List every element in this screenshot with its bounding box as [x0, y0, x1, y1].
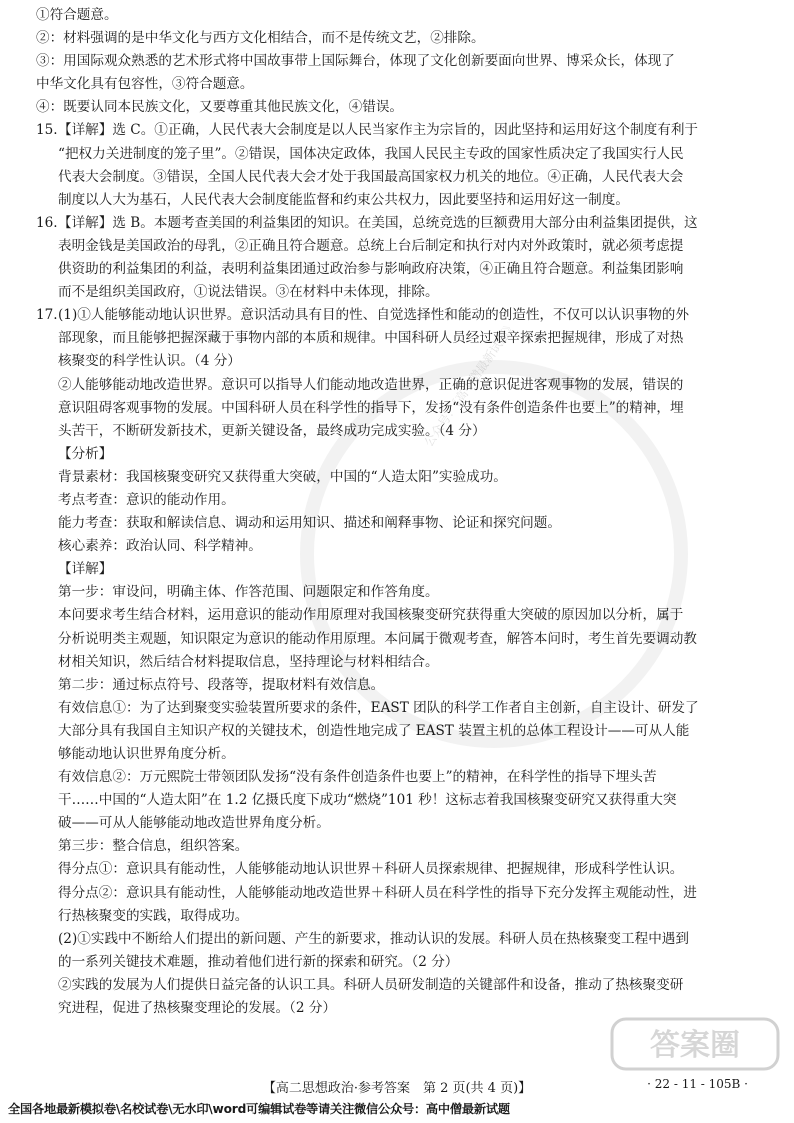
text-line: 够能动地认识世界角度分析。 [58, 746, 235, 762]
text-line: 分析说明类主观题，知识限定为意识的能动作用原理。本问属于微观考查，解答本问时，考生首先要调动教 [58, 630, 697, 647]
logo-stamp [610, 1015, 780, 1073]
text-line: (2)①实践中不断给人们提出的新问题、产生的新要求，推动认识的发展。科研人员在热核聚变工程中遇到 [58, 930, 689, 947]
text-line: ②：材料强调的是中华文化与西方文化相结合，而不是传统文艺，②排除。 [36, 30, 485, 47]
text-line: 【详解】选 C。①正确，人民代表大会制度是以人民当家作主为宗旨的，因此坚持和运用好这个制度有利于 [58, 122, 699, 139]
text-line: 能力考查：获取和解读信息、调动和运用知识、描述和阐释事物、论证和探究问题。 [58, 515, 561, 532]
question-number: 17. [36, 307, 58, 324]
question-number: 16. [36, 214, 58, 231]
text-line: 表明金钱是美国政治的母乳，②正确且符合题意。总统上台后制定和执行对内对外政策时，就必须考虑提 [58, 237, 684, 254]
text-line: 第一步：审设问，明确主体、作答范围、问题限定和作答角度。 [58, 584, 439, 601]
text-line: 部现象，而且能够把握深藏于事物内部的本质和规律。中国科研人员经过艰辛探索把握规律，形成了对热 [58, 330, 684, 347]
text-line: (1)①人能够能动地认识世界。意识活动具有目的性、自觉选择性和能动的创造性，不仅可以认识事物的外 [58, 307, 689, 324]
text-line: 核聚变的科学性认识。（4 分） [58, 353, 241, 370]
section-heading: 【分析】 [58, 445, 113, 462]
text-line: 究进程，促进了热核聚变理论的发展。（2 分） [58, 1000, 337, 1017]
text-line: 背景素材：我国核聚变研究又获得重大突破，中国的“人造太阳”实验成功。 [58, 468, 507, 485]
logo-text: 答案圈 [650, 1028, 740, 1063]
text-line: 的一系列关键技术难题，推动着他们进行新的探索和研究。（2 分） [58, 953, 459, 970]
text-line: 头苦干，不断研发新技术，更新关键设备，最终成功完成实验。（4 分） [58, 422, 486, 439]
text-line: 破——可从人能够能动地改造世界角度分析。 [58, 815, 330, 832]
text-line: ④：既要认同本民族文化，又要尊重其他民族文化，④错误。 [36, 99, 404, 116]
text-line: 第三步：整合信息，组织答案。 [58, 838, 249, 855]
page-footer [0, 1077, 794, 1099]
text-line: 核心素养：政治认同、科学精神。 [58, 538, 262, 555]
text-line: 大部分具有我国自主知识产权的关键技术，创造性地完成了 EAST 装置主机的总体工程设计——可从人能 [58, 722, 690, 739]
text-line: 本问要求考生结合材料，运用意识的能动作用原理对我国核聚变研究获得重大突破的原因加以分析，属于 [58, 607, 684, 624]
footer-code: · 22 - 11 - 105B · [647, 1077, 748, 1091]
text-line: 供资助的利益集团的利益，表明利益集团通过政治参与影响政府决策，④正确且符合题意。利益集团影响 [58, 261, 684, 278]
text-line: 行热核聚变的实践，取得成功。 [58, 907, 249, 924]
text-line: 第二步：通过标点符号、段落等，提取材料有效信息。 [58, 676, 385, 693]
section-heading: 【详解】 [58, 561, 113, 578]
text-line: 代表大会制度。③错误，全国人民代表大会才处于我国最高国家权力机关的地位。④正确，人民代表大会 [58, 168, 684, 185]
text-line: 中华文化具有包容性，③符合题意。 [36, 76, 254, 93]
text-line: 干……中国的“人造太阳”在 1.2 亿摄氏度下成功“燃烧”101 秒！这标志着我国核聚变研究又获得重大突 [58, 792, 677, 809]
question-16 [36, 212, 758, 304]
text-line: ②人能够能动地改造世界。意识可以指导人们能动地改造世界，正确的意识促进客观事物的发展，错误的 [58, 376, 684, 393]
text-line: 有效信息②：万元熙院士带领团队发扬“没有条件创造条件也要上”的精神，在科学性的指导下埋头苦 [58, 769, 657, 786]
text-line: ①符合题意。 [36, 7, 118, 23]
answer-content [36, 4, 758, 1020]
text-line: 得分点②：意识具有能动性，人能够能动地改造世界＋科研人员在科学性的指导下充分发挥主观能动性，进 [58, 884, 697, 901]
text-line: 【详解】选 B。本题考查美国的利益集团的知识。在美国，总统竞选的巨额费用大部分由利益集团提供，这 [58, 214, 698, 231]
question-15 [36, 119, 758, 211]
text-line: 而不是组织美国政府，①说法错误。③在材料中未体现，排除。 [58, 284, 439, 301]
text-line: ③：用国际观众熟悉的艺术形式将中国故事带上国际舞台，体现了文化创新要面向世界、博采众长，体现了 [36, 53, 675, 70]
question-17 [36, 304, 758, 1020]
text-line: 得分点①：意识具有能动性，人能够能动地认识世界＋科研人员探索规律、把握规律，形成科学性认识。 [58, 861, 684, 878]
footer-page-info: 【高二思想政治·参考答案 第 2 页(共 4 页)】 [262, 1081, 532, 1096]
text-line: 有效信息①：为了达到聚变实验装置所要求的条件，EAST 团队的科学工作者自主创新，自主设计、研发了 [58, 699, 699, 716]
question-number: 15. [36, 122, 58, 139]
text-line: “把权力关进制度的笼子里”。②错误，国体决定政体，我国人民民主专政的国家性质决定了我国实行人民 [58, 145, 684, 162]
text-line: ②实践的发展为人们提供日益完备的认识工具。科研人员研发制造的关键部件和设备，推动了热核聚变研 [58, 976, 684, 993]
text-line: 意识阻碍客观事物的发展。中国科研人员在科学性的指导下，发扬“没有条件创造条件也要上”的精神，埋 [58, 399, 684, 416]
text-line: 考点考查：意识的能动作用。 [58, 491, 235, 508]
watermark-text: 公众号：《高中僧最新试题》 [421, 318, 520, 450]
text-line: 制度以人大为基石，人民代表大会制度能监督和约束公共权力，因此要坚持和运用好这一制度。 [58, 191, 629, 208]
text-line: 材相关知识，然后结合材料提取信息，坚持理论与材料相结合。 [58, 653, 439, 670]
bottom-notice: 全国各地最新模拟卷\名校试卷\无水印\word可编辑试卷等请关注微信公众号：高中僧最新试题 [8, 1102, 510, 1116]
